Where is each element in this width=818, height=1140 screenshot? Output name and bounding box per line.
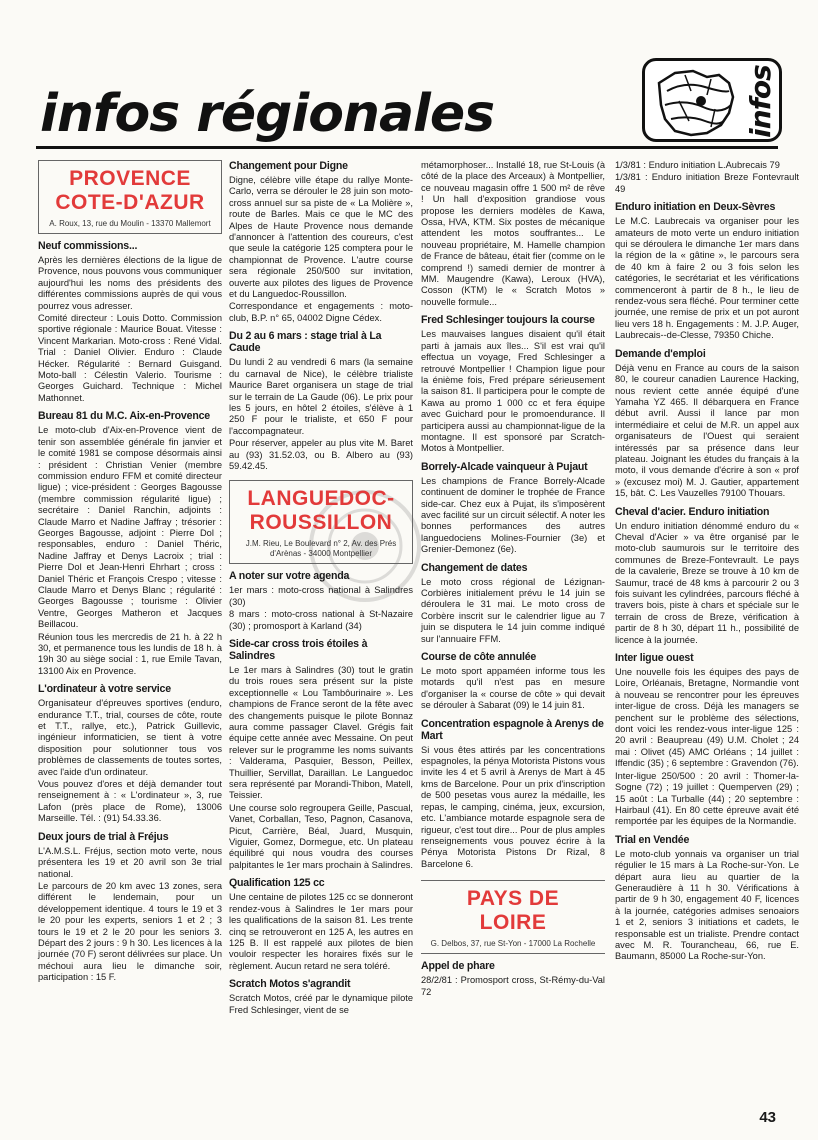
article-heading: Side-car cross trois étoiles à Salindres [229, 637, 368, 662]
column-4 [615, 160, 799, 964]
column-3 [421, 160, 605, 999]
column-2 [229, 160, 413, 1017]
article-text: Réunion tous les mercredis de 21 h. à 22 h 30, et permanence tous les lundis de 18 h. à 19h 30 au siège social : 1, rue Emile Tavan, 13100 Aix en Provence. [38, 631, 222, 676]
article-text: Le moto cross régional de Lézignan-Corbières initialement prévu le 14 juin se déroulera le 31 mai. Le moto cross de Corbère inscrit sur le calendrier ligue au 7 juin se disputera le 14 juin comme indiqué sur l'annuaire FFM. [421, 576, 605, 644]
article-text: Inter-ligue 250/500 : 20 avril : Thomer-la-Sogne (72) ; 19 juillet : Quemperven (29) ; 15 août : La Turballe (44) ; 20 septembre : Hairbaul (41). En 80 cette épreuve avait été remportée par les équipes de la Normandie. [615, 770, 799, 827]
region-address: G. Delbos, 37, rue St-Yon - 17000 La Rochelle [430, 939, 596, 949]
page-header [0, 0, 818, 150]
article-heading: Neuf commissions... [38, 240, 138, 252]
article-text: Une nouvelle fois les équipes des pays de Loire, Orléanais, Bretagne, Normandie vont à nouveau se rencontrer pour les épreuves inter-ligue de cross. Déjà les managers se penchent sur le problème des sélections, dont voici les rendez-vous inter-ligue 125 : 20 avril : Beaupreau (49) U.M. Cholet ; 24 mai : Olivet (45) AMC Orléans ; 14 juillet : Iffendic (35) ; 6 septembre : Gravendon (76). [615, 667, 799, 769]
page-number: 43 [759, 1109, 776, 1126]
article-heading: Concentration espagnole à Arenys de Mart [421, 717, 604, 742]
article-heading: Changement pour Digne [229, 160, 348, 172]
article-heading: Inter ligue ouest [615, 652, 694, 665]
article-text: Les mauvaises langues disaient qu'il était parti à jamais aux îles... S'il est vrai qu'il effectua un voyage, Fred Schlesinger a retrouvé Montpellier ! Champion ligue pour la énième fois, Fred prépare sérieusement la saison 81. Il participera pour le compte de Kawa au promo 1 000 cc et fera équipe avec Guichard pour le promoendurance. Il participera aussi au championnat-ligue de la montagne. Il est sponsoré par Scratch-Motos à Montpellier. [421, 329, 605, 454]
region-title: COTE-D'AZUR [55, 191, 205, 214]
article-text: 8 mars : moto-cross national à St-Nazaire (30) ; promosport à Karland (34) [229, 609, 413, 631]
article-text: Pour réserver, appeler au plus vite M. Baret au (93) 31.52.03, ou B. Albero au (93) 59.42.45. [229, 438, 413, 471]
article-text: Le moto-club d'Aix-en-Provence vient de tenir son assemblée générale fin janvier et le comité 1981 se compose désormais ainsi : président : Christian Venier (membre commission enduro FFM et comité directeur ligue) ; vice-président : Georges Bagousse (membre commission régularité ligue) ; secrétaire : Daniel Ranchin, adjoints : Claude Marro et Nadine Jaffray ; trésorier : Georges Bagousse, adjoint : Pierre Dol ; responsables, enduro : Daniel Théric, Nadine Jaffray et Denys Lacroix ; trial : Pierre Dol et Jean-Henri Ehrhart ; cross : Daniel Théric et François Crespo ; vitesse : Claude Marro et Denys Blanc ; régularité : Georges Bagousse ; tourisme : Olivier Ventre, Georges Matheron et Jacques Beillacou. [38, 425, 222, 630]
article-text: Vous pouvez d'ores et déjà demander tout renseignement à : « L'ordinateur », 3, rue Lafon (près place de Rome), 13006 Marseille. Tél. : (91) 54.33.36. [38, 779, 222, 824]
article-heading: Appel de phare [421, 960, 495, 973]
article-heading: Trial en Vendée [615, 833, 690, 846]
article-heading: Scratch Motos s'agrandit [229, 978, 351, 991]
article-text: Si vous êtes attirés par les concentrations espagnoles, la pénya Motorista Pistons vous invite les 4 et 5 avril à Arenys de Mart à 45 kms de Barcelone. Pour un prix d'inscription de 500 pesetas vous aurez la médaille, les repas, le camping, cinéma, jeux, excursion, etc. L'ambiance motarde espagnole sera de rigueur, c'est tout dire... Pour de plus amples renseignements vous pouvez écrire à la Pénya Motorista Pistons Dr Rizal, 8 Barcelone 6. [421, 744, 605, 869]
article-text: Digne, célèbre ville étape du rallye Monte-Carlo, verra se dérouler le 28 juin son moto-cross annuel sur sa piste de « La Molière », route de Barles. Mais ce que le MC des Alpes de Haute Provence nous demande d'annoncer à l'attention des coureurs, c'est que seule la catégorie 125 comptera pour le championnat de Provence. L'autre course sera régionale 250/500 sur invitation, ouverte aux pilotes des ligues de Provence et du Languedoc-Roussillon. [229, 175, 413, 300]
article-heading: Qualification 125 cc [229, 877, 325, 890]
page-title: infos régionales [40, 84, 495, 144]
logo-wordmark: infos [743, 64, 777, 138]
article-text: Le moto sport appaméen informe tous les motards qu'il n'est pas en mesure d'organiser la « course de côte » qui devait se dérouler à Sabarat (09) le 14 juin 81. [421, 666, 605, 711]
region-title: LOIRE [479, 911, 547, 935]
region-header-provence [38, 160, 222, 234]
article-text: 28/2/81 : Promosport cross, St-Rémy-du-Val 72 [421, 975, 605, 997]
article-heading: Demande d'emploi [615, 347, 706, 360]
article-text: Après les dernières élections de la ligue de Provence, nous pouvons vous communiquer aujourd'hui les noms des présidents des différentes commissions auprès de qui vous pourrez vous adresser. [38, 255, 222, 311]
article-text: Le moto-club yonnais va organiser un trial régulier le 15 mars à La Roche-sur-Yon. Le départ aura lieu au quartier de la Generaudière à 11 h 30. Vérifications à partir de 9 h 30, engagement 40 F, licences à la journée, catégories admises senoaiors 1 et 2, seniors 3 initiations et cadets, le responsable est un trialiste. Prendre contact avec M. R. Tourancheau, 66, rue E. Baumann, 85000 La Roche-sur-Yon. [615, 848, 799, 962]
article-text: L'A.M.S.L. Fréjus, section moto verte, nous présentera les 19 et 20 avril son 3e trial national. [38, 845, 222, 879]
article-text: Comité directeur : Louis Dotto. Commission sportive régionale : Maurice Bouat. Vitesse : Vincent Markarian. Moto-cross : René Vidal. Trial : Daniel Olivier. Enduro : Claude Hécker. Régularité : Bernard Guisgand. Moto-ball : Célestin Valerio. Tourisme : Georges Guichard. Technique : Michel Mathonnet. [38, 313, 222, 403]
article-text: 1/3/81 : Enduro initiation L.Aubrecais 79 [615, 160, 780, 170]
article-heading: Fred Schlesinger toujours la course [421, 314, 595, 327]
article-text: Le 1er mars à Salindres (30) tout le gratin du trois roues sera présent sur la piste exceptionnelle « Lou Tambôurinaire ». Les champions de France seront de la fête avec des changements puisque le pilote Bonnaz aura comme passager Clavel. Grégis fait équipe cette année avec Messaine. On peut relever sur le programme les noms suivants : Valderama, Pasquier, Besson, Peillex, Thuillier, Servillat, Daraillan. Le Languedoc sera représenté par Morandi-Thibon, Matell, Teissier. [229, 664, 413, 801]
article-text: Les champions de France Borrely-Alcade continuent de dominer le trophée de France side-car. Chez eux à Pujat, ils s'imposèrent avec facilité sur un circuit sélectif. A noter les bonnes performances des autres languedociens Molines-Fournier (3e) et Grenier-Demonez (6e). [421, 475, 605, 555]
article-text: Un enduro initiation dénommé enduro du « Cheval d'Acier » va être organisé par le moto-club saumurois sur le territoire des communes de Breze-Fontevrault. Le pays de la cavalerie, Breze se trouve à 10 km de Saumur, tracé de 48 kms à parcourir 2 ou 3 fois suivant les cylindrées, parcours fléché à travers bois, piste à chars et spéciale sur le terrain de cross de Breze, vérification à partir de 8 h 30, départ 11 h., possibilité de licence à la journée. [615, 520, 799, 645]
article-text: Correspondance et engagements : moto-club, B.P. n° 65, 04002 Digne Cédex. [229, 301, 413, 323]
article-text: Le M.C. Laubrecais va organiser pour les amateurs de moto verte un enduro initiation qui se déroulera le dimanche 1er mars dans la région de la « gâtine », le parcours sera de 40 km à faire 2 ou 3 fois selon les catégories, le secrétariat et les vérifications commenceront à partir de 8 h., le lieu de rendez-vous sera fléché. Pour terminer cette journée, une remise de prix et un pot auront lieu vers 18 h. Engagements : M. J.P. Auger, Laubrecais--de-Clesse, 79350 Chiche. [615, 216, 799, 341]
region-address: J.M. Rieu, Le Boulevard n° 2, Av. des Prés d'Arènas - 34000 Montpellier [245, 539, 397, 559]
article-heading: Bureau 81 du M.C. Aix-en-Provence [38, 410, 210, 423]
article-text: métamorphoser... Installé 18, rue St-Louis (à côté de la place des Arceaux) à Montpellier, ce nouveau magasin offre 1 500 m² de rêve ! Un hall d'exposition grandiose vous propose les derniers modèles de Kawa, Ossa, HVA, KTM. Six postes de mécanique attendent les motos souffrantes... Le nouveau propriétaire, M. Hamelle champion de France de bâteau, était fier (comme on le comprend !) samedi dernier de montrer à MM. Maugendre (Kawa), Leroux (HVA), Cosson (KTM) le « Scratch Motos » nouvelle formule... [421, 160, 605, 307]
article-text: Déjà venu en France au cours de la saison 80, le coureur canadien Laurence Hacking, nous revient cette année équipé d'une Yamaha YZ 465. Il débarquera en France début avril. Aussi il lance par mon intermédiaire et celui de M.R. un appel aux organisateurs de l'Ouest qui seraient intéressés par sa présence dans leur plateau. Joignant les études du français à la moto, il vous demande d'écrire à son « prof » (excusez moi) M. J. Gautier, appartement 15, bât. C. Les Vauzelles 79100 Thouars. [615, 362, 799, 499]
article-heading: L'ordinateur à votre service [38, 683, 171, 696]
article-heading: Deux jours de trial à Fréjus [38, 830, 169, 843]
article-heading: Borrely-Alcade vainqueur à Pujaut [421, 460, 588, 473]
article-heading: Enduro initiation en Deux-Sèvres [615, 201, 776, 214]
article-heading: A noter sur votre agenda [229, 570, 350, 583]
article-text: 1/3/81 : Enduro initiation Breze Fontevrault 49 [615, 172, 799, 194]
article-text: Le parcours de 20 km avec 13 zones, sera différent le lendemain, pour un développement identique. 4 tours le 19 et 3 le 20 pour les experts, seniors 1 et 2 ; 3 tours le 19 et 2 le 20 pour les seniors 3. Départ des 2 jours : 9 h 30. Les licences à la journée (70 F) seront délivrées sur place. Un méchoui aura lieu le dimanche soir, participation : 15 F. [38, 880, 222, 983]
region-header-pays-de-loire [421, 880, 605, 954]
infos-logo [642, 58, 782, 142]
article-heading: Course de côte annulée [421, 651, 537, 664]
region-header-languedoc [229, 480, 413, 564]
region-title: PAYS DE [466, 887, 560, 911]
article-text: Une course solo regroupera Geille, Pascual, Vanet, Corballan, Teso, Pagnon, Casanova, Picut, Carrière, Béal, Juard, Musquin, Viguier, Gomez, Dormegue, etc. Un plateau équilibré qui nous voudra des courses palpitantes le 1er mars prochain à Salindres. [229, 802, 413, 870]
header-rule [36, 146, 778, 149]
article-text: Une centaine de pilotes 125 cc se donneront rendez-vous à Salindres le 1er mars pour les qualifications de la saison 81. Les trente cinq se retrouveront en 125 A, les autres en 125 B. Il est rappelé aux pilotes de bien vouloir respecter les horaires fixés sur le règlement. Aucun retard ne sera toléré. [229, 892, 413, 971]
region-title: PROVENCE [69, 167, 191, 190]
article-text: Scratch Motos, créé par le dynamique pilote Fred Schlesinger, vient de se [229, 993, 413, 1015]
article-text: Du lundi 2 au vendredi 6 mars (la semaine du carnaval de Nice), le célèbre trialiste Maurice Baret organisera un stage de trial sur le terrain de La Gaude (06). Le prix pour les 5 jours, en hôtel 2 étoiles, s'élève à 1 250 F pour le trialiste, et 650 F pour l'accompagnateur. [229, 357, 413, 436]
article-heading: Changement de dates [421, 561, 528, 574]
article-heading: Cheval d'acier. Enduro initiation [615, 505, 770, 518]
region-title: ROUSSILLON [249, 511, 393, 535]
article-text: Organisateur d'épreuves sportives (enduro, endurance T.T., trial, courses de côte, route et T.T., rallye, etc.), Patrick Guillevic, ingénieur informaticien, se tient à votre disposition pour solutionner tous vos problèmes de classements de toutes sortes, avec l'aide d'un ordinateur. [38, 698, 222, 777]
article-text: 1er mars : moto-cross national à Salindres (30) [229, 585, 413, 607]
article-heading: Du 2 au 6 mars : stage trial à La Caude [229, 330, 382, 355]
column-1 [38, 160, 222, 985]
region-address: A. Roux, 13, rue du Moulin - 13370 Mallemort [49, 219, 211, 228]
region-title: LANGUEDOC- [247, 487, 395, 511]
